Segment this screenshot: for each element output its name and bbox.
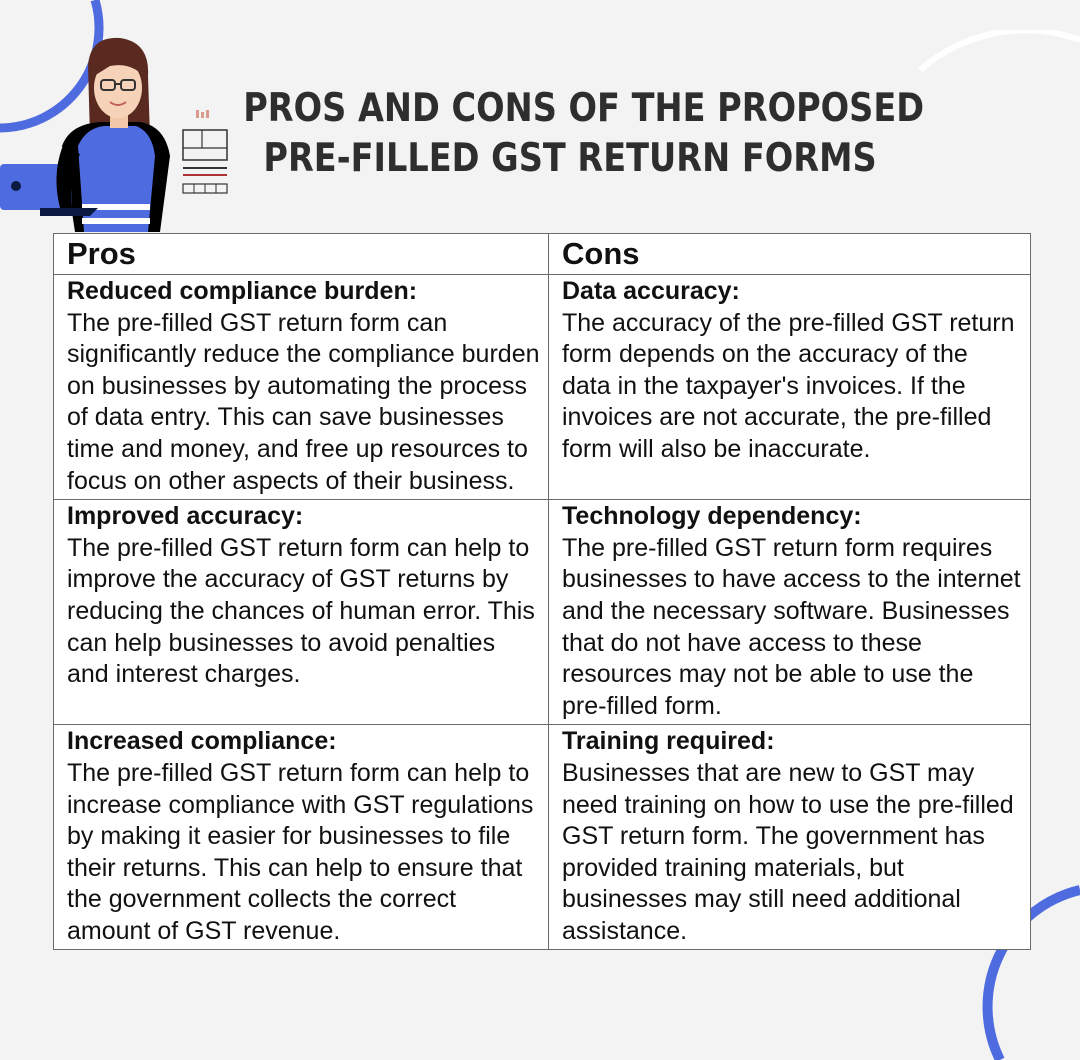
table-row (54, 275, 1031, 500)
con-heading: Training required: (562, 727, 775, 756)
con-cell (549, 725, 1031, 950)
table-row (54, 500, 1031, 725)
con-text: The pre-filled GST return form requires businesses to have access to the internet and the necessary software. Businesses that do not have access to these resources may not be able to use the pre-filled form. (562, 533, 1021, 720)
pro-cell (54, 500, 549, 725)
woman-with-laptop-icon (0, 36, 185, 232)
con-text: The accuracy of the pre-filled GST return form depends on the accuracy of the data in the taxpayer's invoices. If the invoices are not accurate, the pre-filled form will also be inaccurate. (562, 308, 1015, 463)
con-cell (549, 500, 1031, 725)
page-title (243, 84, 925, 184)
document-icon (182, 110, 230, 198)
pro-text: The pre-filled GST return form can significantly reduce the compliance burden on businesses by automating the process of data entry. This can save businesses time and money, and free up resources to focus on other aspects of their business. (67, 308, 540, 495)
con-text: Businesses that are new to GST may need training on how to use the pre-filled GST return form. The government has provided training materials, but businesses may still need additional assistance. (562, 758, 1014, 945)
con-heading: Data accuracy: (562, 277, 740, 305)
title-line-1: PROS AND CONS OF THE PROPOSED (243, 86, 925, 131)
title-line-2: PRE-FILLED GST RETURN FORMS (263, 136, 877, 181)
con-heading: Technology dependency: (562, 502, 862, 531)
pro-text: The pre-filled GST return form can help to increase compliance with GST regulations by making it easier for businesses to file their returns. This can help to ensure that the government collects the correct amount of GST revenue. (67, 758, 534, 945)
pro-heading: Improved accuracy: (67, 502, 304, 531)
pro-cell (54, 725, 549, 950)
pro-heading: Increased compliance: (67, 727, 337, 756)
top-right-arc-decoration (900, 30, 1080, 230)
pros-cons-table (53, 233, 1031, 950)
pro-cell (54, 275, 549, 500)
cons-column-header: Cons (549, 234, 1031, 275)
pros-column-header: Pros (54, 234, 549, 275)
con-cell (549, 275, 1031, 500)
pro-heading: Reduced compliance burden: (67, 277, 418, 305)
table-header-row (54, 234, 1031, 275)
table-row (54, 725, 1031, 950)
pro-text: The pre-filled GST return form can help to improve the accuracy of GST returns by reducing the chances of human error. This can help businesses to avoid penalties and interest charges. (67, 533, 535, 689)
